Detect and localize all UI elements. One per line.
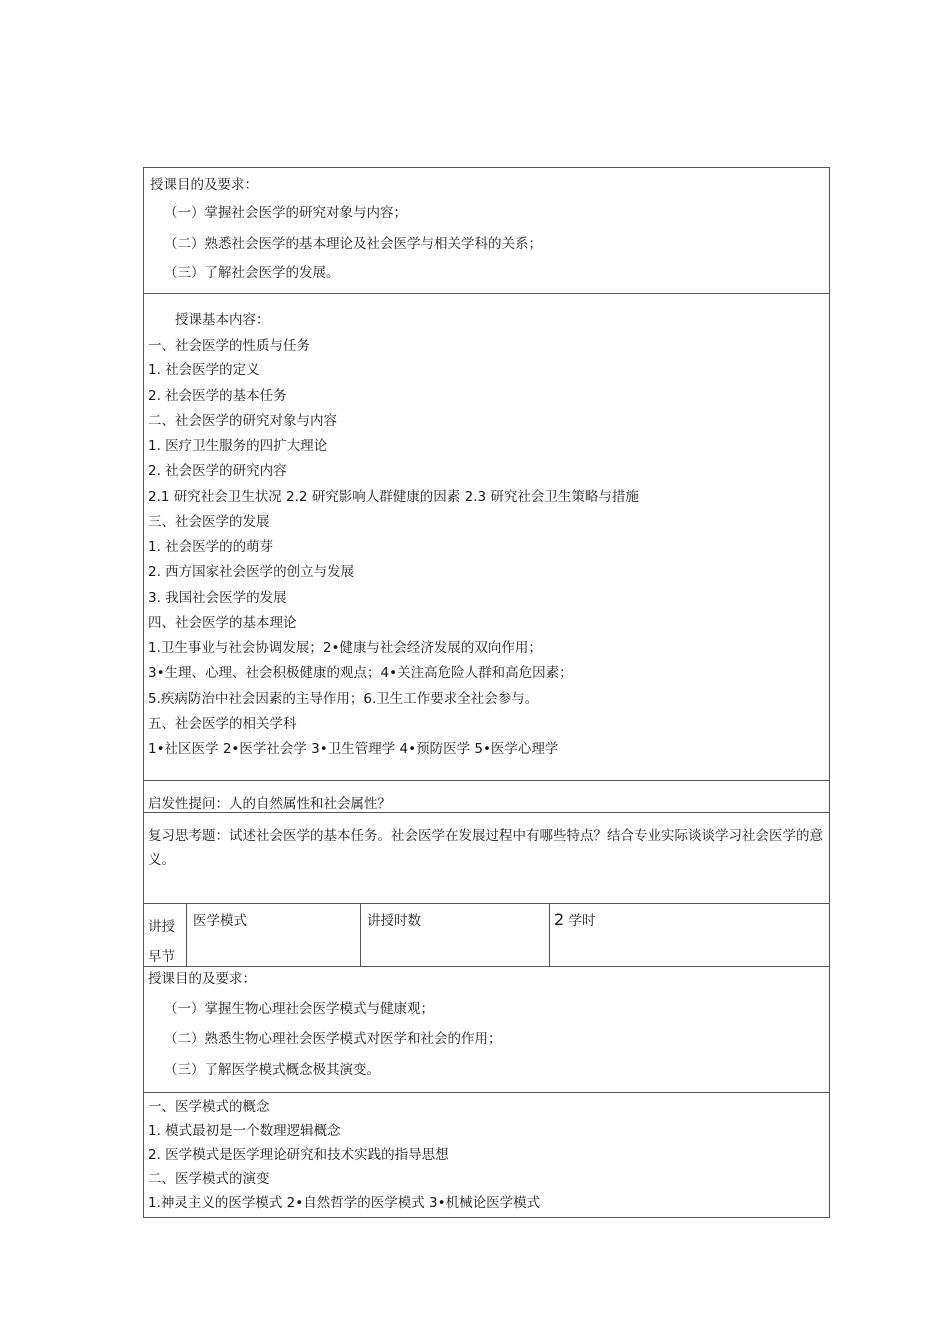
review-questions: 复习思考题：试述社会医学的基本任务。社会医学在发展过程中有哪些特点？结合专业实际谈谈学习社会医学的意义。 bbox=[148, 828, 823, 868]
hours-unit: 学时 bbox=[568, 913, 596, 929]
chapter-label-line2: 早节 bbox=[148, 949, 175, 965]
content-line: 1.神灵主义的医学模式 2•自然哲学的医学模式 3•机械论医学模式 bbox=[148, 1195, 541, 1211]
review-cell bbox=[143, 812, 830, 903]
content-line: 二、社会医学的研究对象与内容 bbox=[148, 413, 337, 429]
heuristic-question: 启发性提问：人的自然属性和社会属性？ bbox=[148, 796, 391, 812]
content-line: 1. 医疗卫生服务的四扩大理论 bbox=[148, 438, 328, 454]
chapter-name: 医学模式 bbox=[193, 913, 247, 929]
objectives-heading: 授课目的及要求： bbox=[150, 177, 258, 193]
content-line: 一、社会医学的性质与任务 bbox=[148, 338, 310, 354]
hours-label-cell bbox=[361, 904, 550, 966]
content-line: 1.卫生事业与社会协调发展；2•健康与社会经济发展的双向作用； bbox=[148, 640, 542, 656]
objective-item: （三）了解社会医学的发展。 bbox=[164, 265, 340, 281]
content-line: 一、医学模式的概念 bbox=[148, 1099, 270, 1115]
content-line: 2.1 研究社会卫生状况 2.2 研究影响人群健康的因素 2.3 研究社会卫生策略与措施 bbox=[148, 489, 639, 505]
hours-label: 讲授时数 bbox=[367, 913, 421, 929]
chapter-label-cell bbox=[144, 904, 187, 966]
hours-value bbox=[554, 911, 595, 930]
content-line: 1•社区医学 2•医学社会学 3•卫生管理学 4•预防医学 5•医学心理学 bbox=[148, 741, 559, 757]
content-line: 2. 社会医学的基本任务 bbox=[148, 388, 287, 404]
hours-number: 2 bbox=[554, 910, 565, 929]
chapter-name-cell bbox=[187, 904, 361, 966]
content-line: 3•生理、心理、社会积极健康的观点；4•关注高危险人群和高危因素； bbox=[148, 665, 573, 681]
content-line: 1. 模式最初是一个数理逻辑概念 bbox=[148, 1123, 341, 1139]
content-cell-1 bbox=[143, 293, 830, 780]
content-cell-2 bbox=[143, 1092, 830, 1218]
objective-item: （一）掌握社会医学的研究对象与内容； bbox=[164, 205, 407, 221]
lesson-plan-table bbox=[143, 167, 830, 1218]
content-line: 1. 社会医学的的萌芽 bbox=[148, 539, 274, 555]
chapter-row bbox=[143, 903, 830, 966]
objectives-cell-2 bbox=[143, 966, 830, 1092]
objective-item: （二）熟悉社会医学的基本理论及社会医学与相关学科的关系； bbox=[164, 236, 542, 252]
content-heading: 授课基本内容： bbox=[175, 312, 270, 328]
content-line: 三、社会医学的发展 bbox=[148, 514, 270, 530]
objective-item: （三）了解医学模式概念极其演变。 bbox=[164, 1062, 380, 1078]
content-line: 四、社会医学的基本理论 bbox=[148, 615, 297, 631]
objective-item: （二）熟悉生物心理社会医学模式对医学和社会的作用； bbox=[164, 1031, 502, 1047]
hours-value-cell bbox=[550, 904, 829, 966]
content-line: 5.疾病防治中社会因素的主导作用；6.卫生工作要求全社会参与。 bbox=[148, 691, 539, 707]
question-cell bbox=[143, 780, 830, 812]
content-line: 2. 医学模式是医学理论研究和技术实践的指导思想 bbox=[148, 1147, 449, 1163]
content-line: 二、医学模式的演变 bbox=[148, 1171, 270, 1187]
objectives-heading: 授课目的及要求： bbox=[148, 971, 256, 987]
content-line: 2. 西方国家社会医学的创立与发展 bbox=[148, 564, 355, 580]
objectives-cell-1 bbox=[143, 167, 830, 293]
content-line: 五、社会医学的相关学科 bbox=[148, 716, 297, 732]
content-line: 3. 我国社会医学的发展 bbox=[148, 590, 287, 606]
chapter-label-line1: 讲授 bbox=[148, 919, 175, 935]
content-line: 2. 社会医学的研究内容 bbox=[148, 463, 287, 479]
objective-item: （一）掌握生物心理社会医学模式与健康观； bbox=[164, 1001, 434, 1017]
content-line: 1. 社会医学的定义 bbox=[148, 362, 260, 378]
